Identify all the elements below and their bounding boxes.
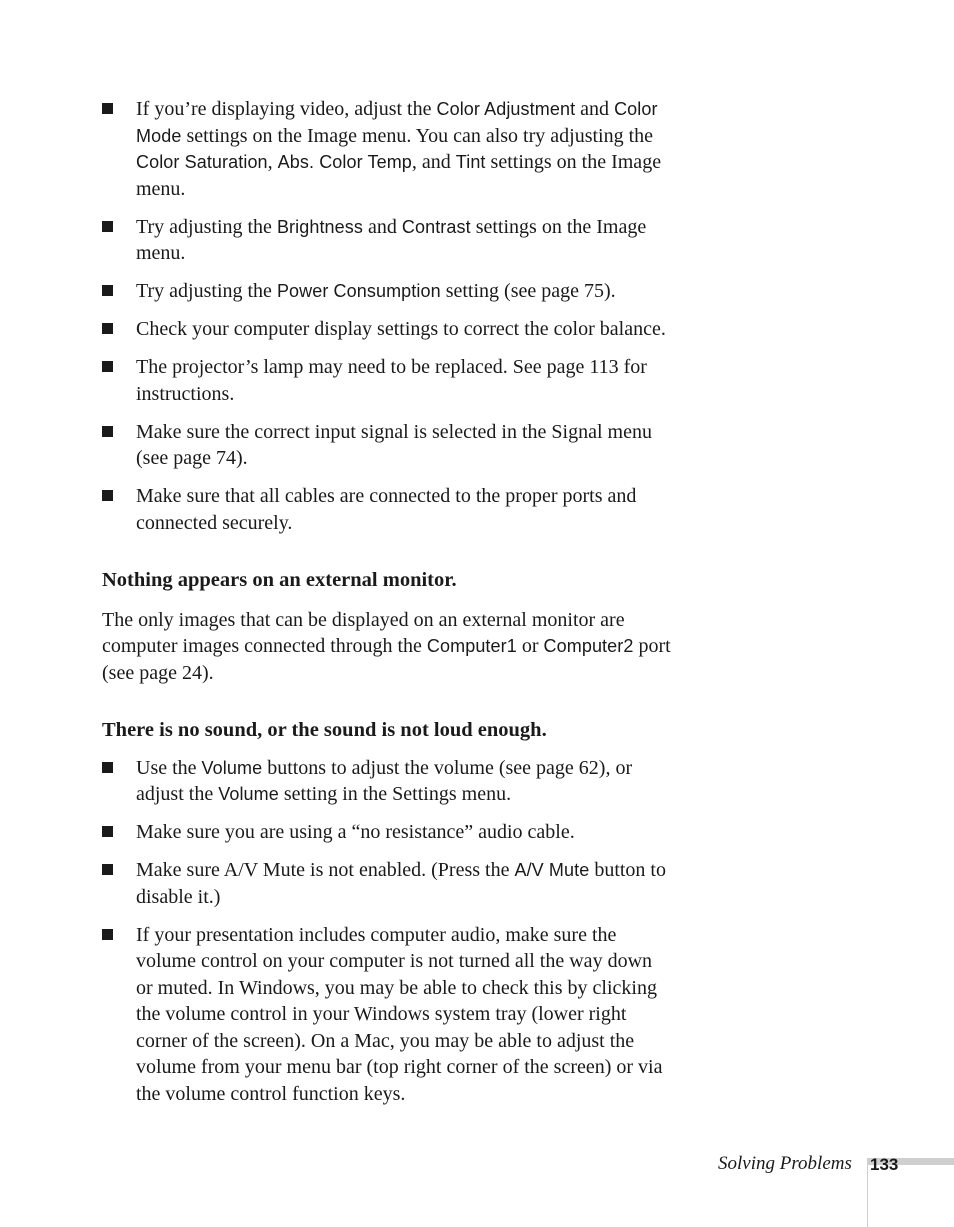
ui-term: A/V Mute — [514, 860, 590, 880]
text-segment: Make sure you are using a “no resistance” audio cable. — [136, 821, 575, 843]
square-bullet-icon — [102, 929, 113, 940]
list-item — [102, 316, 672, 343]
text-segment: port (see page 24). — [102, 635, 671, 684]
list-item — [102, 755, 672, 808]
ui-term: Volume — [218, 784, 279, 804]
ui-term: Tint — [455, 152, 486, 172]
list-item — [102, 483, 672, 536]
text-segment: button to disable it.) — [136, 859, 666, 908]
square-bullet-icon — [102, 762, 113, 773]
list-item — [102, 419, 672, 472]
ui-term: Contrast — [401, 216, 471, 237]
footer-vertical-rule — [867, 1158, 868, 1227]
ui-term: Brightness — [276, 216, 363, 237]
square-bullet-icon — [102, 103, 113, 114]
text-segment: , and — [411, 151, 456, 173]
ui-term: Computer2 — [543, 636, 634, 656]
list-item — [102, 96, 672, 202]
square-bullet-icon — [102, 221, 113, 232]
page-number: 133 — [870, 1155, 899, 1174]
text-segment: If you’re displaying video, adjust the — [136, 98, 437, 120]
text-segment: settings on the Image menu. You can also try adjusting the — [181, 124, 654, 147]
text-segment: If your presentation includes computer audio, make sure the volume control on your computer is not turned all the way down or muted. In Windows, you may be able to check this by clicking the volume control in your Windows system tray (lower right corner of the screen). On a Mac, you may be able to adjust the volume from your menu bar (top right corner of the screen) or via the volume control function keys. — [136, 923, 663, 1105]
text-segment: Try adjusting the — [136, 215, 277, 238]
text-segment: The only images that can be displayed on an external monitor are computer images connected through the — [102, 608, 625, 657]
list-item — [102, 214, 672, 267]
text-segment: or — [516, 635, 544, 657]
ui-term: Power Consumption — [276, 281, 441, 301]
ui-term: Color Saturation — [136, 152, 268, 172]
text-segment: Check your computer display settings to correct the color balance. — [136, 318, 666, 340]
footer-section-title: Solving Problems — [718, 1153, 852, 1174]
list-item — [102, 857, 672, 910]
section-no-sound — [102, 717, 672, 1119]
text-segment: and — [575, 98, 615, 120]
square-bullet-icon — [102, 361, 113, 372]
text-segment: settings on the Image menu. — [136, 215, 647, 264]
text-segment: buttons to adjust the volume (see page 62), or adjust the — [136, 756, 633, 805]
square-bullet-icon — [102, 864, 113, 875]
square-bullet-icon — [102, 285, 113, 296]
list-item — [102, 819, 672, 846]
text-segment: Try adjusting the — [136, 280, 277, 302]
list-item — [102, 354, 672, 407]
text-segment: , — [267, 151, 278, 173]
square-bullet-icon — [102, 490, 113, 501]
ui-term: Color Adjustment — [436, 99, 576, 119]
text-segment: setting in the Settings menu. — [278, 783, 512, 805]
square-bullet-icon — [102, 323, 113, 334]
text-segment: Make sure the correct input signal is selected in the Signal menu (see page 74). — [136, 420, 652, 469]
ui-term: Volume — [201, 757, 263, 778]
text-segment: Use the — [136, 756, 202, 779]
bullet-list-image-color — [102, 96, 672, 548]
section-paragraph — [102, 607, 672, 687]
section-external-monitor — [102, 567, 672, 686]
section-heading: Nothing appears on an external monitor. — [102, 569, 457, 591]
bullet-list — [102, 96, 672, 536]
section-heading: There is no sound, or the sound is not loud enough. — [102, 719, 547, 741]
ui-term: Color Mode — [136, 99, 658, 146]
square-bullet-icon — [102, 426, 113, 437]
square-bullet-icon — [102, 826, 113, 837]
text-segment: settings on the Image menu. — [136, 151, 662, 200]
text-segment: Make sure that all cables are connected to the proper ports and connected securely. — [136, 485, 637, 534]
list-item — [102, 922, 672, 1108]
ui-term: Computer1 — [426, 636, 517, 656]
bullet-list — [102, 755, 672, 1108]
list-item — [102, 278, 672, 305]
ui-term: Abs. Color Temp — [277, 152, 412, 172]
text-segment: and — [362, 215, 402, 238]
text-segment: setting (see page 75). — [440, 280, 616, 302]
text-segment: The projector’s lamp may need to be replaced. See page 113 for instructions. — [136, 356, 647, 405]
text-segment: Make sure A/V Mute is not enabled. (Press the — [136, 859, 515, 881]
